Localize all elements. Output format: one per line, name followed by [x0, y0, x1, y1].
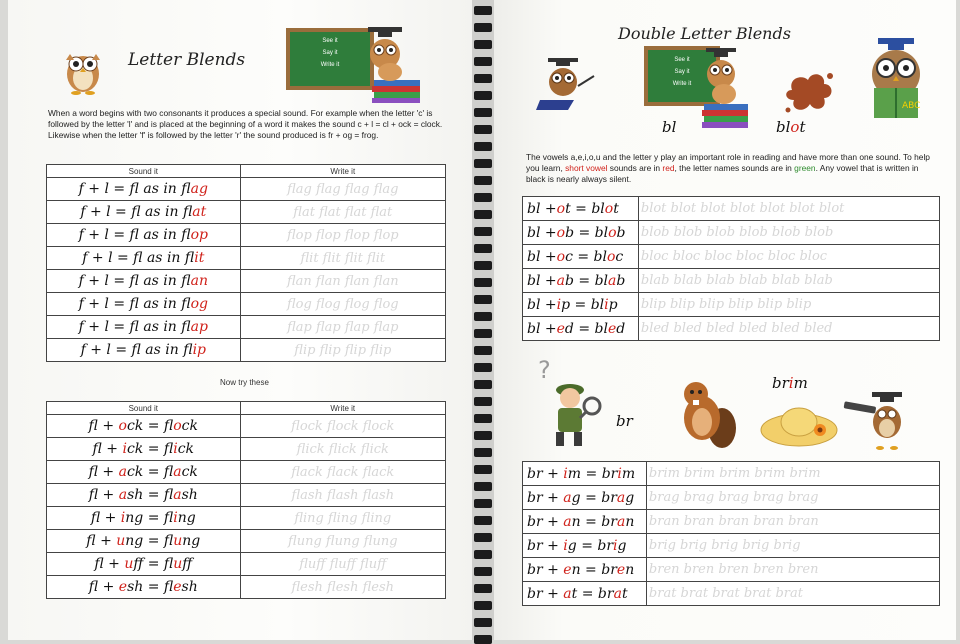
- table-row: [47, 530, 446, 553]
- table-row: [47, 438, 446, 461]
- table-row: [47, 178, 446, 201]
- owl-icon: [52, 38, 114, 98]
- teacher-owl-icon: [698, 42, 754, 134]
- table-row: [523, 221, 940, 245]
- trace-cell[interactable]: flan flan flan flan: [240, 270, 445, 293]
- sound-cell: f + l = fl as in flit: [47, 247, 241, 270]
- sound-cell: f + l = fl as in flog: [47, 293, 241, 316]
- trace-cell[interactable]: brim brim brim brim brim: [646, 462, 939, 486]
- sound-cell: f + l = fl as in flag: [47, 178, 241, 201]
- spiral-coil: [474, 6, 492, 15]
- spiral-coil: [474, 414, 492, 423]
- sound-cell: f + l = fl as in flan: [47, 270, 241, 293]
- table-row: [523, 317, 940, 341]
- trace-cell[interactable]: flog flog flog flog: [240, 293, 445, 316]
- trace-cell[interactable]: flash flash flash: [240, 484, 445, 507]
- spiral-coil: [474, 346, 492, 355]
- trace-cell[interactable]: brat brat brat brat brat: [646, 582, 939, 606]
- sound-cell: fl + ack = flack: [47, 461, 241, 484]
- detective-icon: [534, 356, 614, 450]
- spiral-coil: [474, 448, 492, 457]
- table-row: [523, 293, 940, 317]
- table-row: [523, 534, 940, 558]
- spiral-coil: [474, 176, 492, 185]
- page-title: Letter Blends: [128, 50, 246, 70]
- trace-cell[interactable]: bled bled bled bled bled bled: [638, 317, 939, 341]
- table-row: [47, 224, 446, 247]
- trace-cell[interactable]: bren bren bren bren bren: [646, 558, 939, 582]
- table-row: [523, 269, 940, 293]
- spiral-coil: [474, 397, 492, 406]
- trace-cell[interactable]: flock flock flock: [240, 415, 445, 438]
- owl-with-book-icon: [534, 56, 596, 114]
- spiral-coil: [474, 40, 492, 49]
- table-row: [47, 576, 446, 599]
- caption-bl: bl: [662, 118, 677, 136]
- table-row: [523, 486, 940, 510]
- board-line: See it: [322, 38, 338, 44]
- board-line: See it: [674, 57, 690, 63]
- trace-cell[interactable]: blot blot blot blot blot blot blot: [638, 197, 939, 221]
- table-row: [47, 461, 446, 484]
- sound-cell: bl +ed = bled: [523, 317, 639, 341]
- trace-cell[interactable]: flap flap flap flap: [240, 316, 445, 339]
- spiral-coil: [474, 499, 492, 508]
- sound-cell: br + an = bran: [523, 510, 647, 534]
- intro-paragraph: When a word begins with two consonants it produces a special sound. For example when the letter 'c' is followed by the letter 'l' and is placed at the beginning of a word it makes the sound c + l = cl + ock = clock. Likewise when the letter 'f' is followed by the letter 'r' the sound produced is fr + og = frog.: [48, 108, 443, 140]
- spiral-coil: [474, 57, 492, 66]
- abc-label: ABC: [902, 101, 921, 111]
- trace-cell[interactable]: flit flit flit flit: [240, 247, 445, 270]
- sound-cell: br + ag = brag: [523, 486, 647, 510]
- trace-cell[interactable]: flop flop flop flop: [240, 224, 445, 247]
- sound-cell: br + at = brat: [523, 582, 647, 606]
- trace-cell[interactable]: flat flat flat flat: [240, 201, 445, 224]
- spiral-coil: [474, 482, 492, 491]
- trace-cell[interactable]: flag flag flag flag: [240, 178, 445, 201]
- trace-cell[interactable]: bloc bloc bloc bloc bloc bloc: [638, 245, 939, 269]
- spiral-coil: [474, 210, 492, 219]
- spiral-coil: [474, 584, 492, 593]
- spiral-coil: [474, 431, 492, 440]
- table-row: [523, 197, 940, 221]
- trace-cell[interactable]: flung flung flung: [240, 530, 445, 553]
- table-row: [47, 484, 446, 507]
- sound-cell: fl + uff = fluff: [47, 553, 241, 576]
- spiral-coil: [474, 261, 492, 270]
- table-row: [47, 247, 446, 270]
- spiral-coil: [474, 159, 492, 168]
- table-row: [523, 582, 940, 606]
- table-row: [47, 270, 446, 293]
- table-row: [47, 553, 446, 576]
- sun-hat-icon: [758, 400, 840, 450]
- right-page: [494, 0, 956, 640]
- spiral-coil: [474, 329, 492, 338]
- teacher-owl-icon: [360, 22, 430, 104]
- spiral-coil: [474, 601, 492, 610]
- spiral-coil: [474, 23, 492, 32]
- spiral-coil: [474, 465, 492, 474]
- column-header: Sound it: [47, 402, 241, 415]
- worksheet-table-fl: [46, 164, 446, 362]
- spiral-coil: [474, 618, 492, 627]
- table-row: [47, 507, 446, 530]
- sound-cell: bl +ob = blob: [523, 221, 639, 245]
- spiral-coil: [474, 91, 492, 100]
- board-line: Say it: [322, 50, 338, 56]
- spiral-coil: [474, 380, 492, 389]
- spiral-coil: [474, 363, 492, 372]
- sound-cell: bl +oc = bloc: [523, 245, 639, 269]
- trace-cell[interactable]: brag brag brag brag brag: [646, 486, 939, 510]
- trace-cell[interactable]: fling fling fling: [240, 507, 445, 530]
- sound-cell: br + en = bren: [523, 558, 647, 582]
- spiral-coil: [474, 295, 492, 304]
- sound-cell: bl +ot = blot: [523, 197, 639, 221]
- sound-cell: br + ig = brig: [523, 534, 647, 558]
- spiral-coil: [474, 142, 492, 151]
- sound-cell: fl + ung = flung: [47, 530, 241, 553]
- beaver-icon: [666, 372, 748, 452]
- reading-owl-icon: [858, 34, 934, 126]
- intro-paragraph: The vowels a,e,i,o,u and the letter y play an important role in reading and have more than one sound. To help you learn, short vowel sounds are in red, the letter names sounds are in green. Any vowel that is written in black is nearly always silent.: [526, 152, 930, 184]
- worksheet-table-fl-2: [46, 401, 446, 599]
- caption-br: br: [616, 412, 633, 430]
- spiral-coil: [474, 108, 492, 117]
- column-header: Write it: [240, 402, 445, 415]
- table-row: [47, 201, 446, 224]
- svg-text:?: ?: [538, 356, 551, 384]
- sound-cell: f + l = fl as in flop: [47, 224, 241, 247]
- spiral-coil: [474, 278, 492, 287]
- sound-cell: f + l = fl as in flap: [47, 316, 241, 339]
- owl-telescope-icon: [842, 388, 916, 458]
- sound-cell: fl + ock = flock: [47, 415, 241, 438]
- table-row: [47, 316, 446, 339]
- trace-cell[interactable]: bran bran bran bran bran: [646, 510, 939, 534]
- sound-cell: fl + ing = fling: [47, 507, 241, 530]
- sound-cell: fl + ash = flash: [47, 484, 241, 507]
- spiral-coil: [474, 516, 492, 525]
- trace-cell[interactable]: fluff fluff fluff: [240, 553, 445, 576]
- sound-cell: fl + ick = flick: [47, 438, 241, 461]
- sound-cell: f + l = fl as in flat: [47, 201, 241, 224]
- trace-cell[interactable]: brig brig brig brig brig: [646, 534, 939, 558]
- table-row: [523, 558, 940, 582]
- table-row: [47, 339, 446, 362]
- table-row: [47, 293, 446, 316]
- table-row: [47, 415, 446, 438]
- board-line: Write it: [320, 62, 340, 68]
- section-subheading: Now try these: [220, 378, 269, 387]
- spiral-coil: [474, 244, 492, 253]
- ink-blot-icon: [782, 68, 836, 116]
- sound-cell: bl +ab = blab: [523, 269, 639, 293]
- spiral-coil: [474, 193, 492, 202]
- caption-blot: blot: [776, 118, 806, 136]
- table-row: [523, 510, 940, 534]
- column-header: Write it: [240, 165, 445, 178]
- sound-cell: bl +ip = blip: [523, 293, 639, 317]
- spiral-coil: [474, 550, 492, 559]
- worksheet-table-bl: [522, 196, 940, 341]
- trace-cell[interactable]: flip flip flip flip: [240, 339, 445, 362]
- spiral-binding: [472, 0, 494, 640]
- table-row: [523, 462, 940, 486]
- spiral-coil: [474, 567, 492, 576]
- sound-cell: br + im = brim: [523, 462, 647, 486]
- board-line: Write it: [672, 81, 692, 87]
- trace-cell[interactable]: flack flack flack: [240, 461, 445, 484]
- spiral-coil: [474, 74, 492, 83]
- trace-cell[interactable]: blob blob blob blob blob blob: [638, 221, 939, 245]
- page-title: Double Letter Blends: [618, 24, 791, 43]
- spiral-coil: [474, 125, 492, 134]
- spiral-coil: [474, 533, 492, 542]
- trace-cell[interactable]: flick flick flick: [240, 438, 445, 461]
- spiral-coil: [474, 227, 492, 236]
- column-header: Sound it: [47, 165, 241, 178]
- trace-cell[interactable]: flesh flesh flesh: [240, 576, 445, 599]
- trace-cell[interactable]: blab blab blab blab blab blab: [638, 269, 939, 293]
- board-line: Say it: [674, 69, 690, 75]
- caption-brim: brim: [772, 374, 808, 392]
- table-row: [523, 245, 940, 269]
- left-page: [8, 0, 472, 640]
- sound-cell: f + l = fl as in flip: [47, 339, 241, 362]
- sound-cell: fl + esh = flesh: [47, 576, 241, 599]
- trace-cell[interactable]: blip blip blip blip blip blip: [638, 293, 939, 317]
- worksheet-table-br: [522, 461, 940, 606]
- spiral-coil: [474, 312, 492, 321]
